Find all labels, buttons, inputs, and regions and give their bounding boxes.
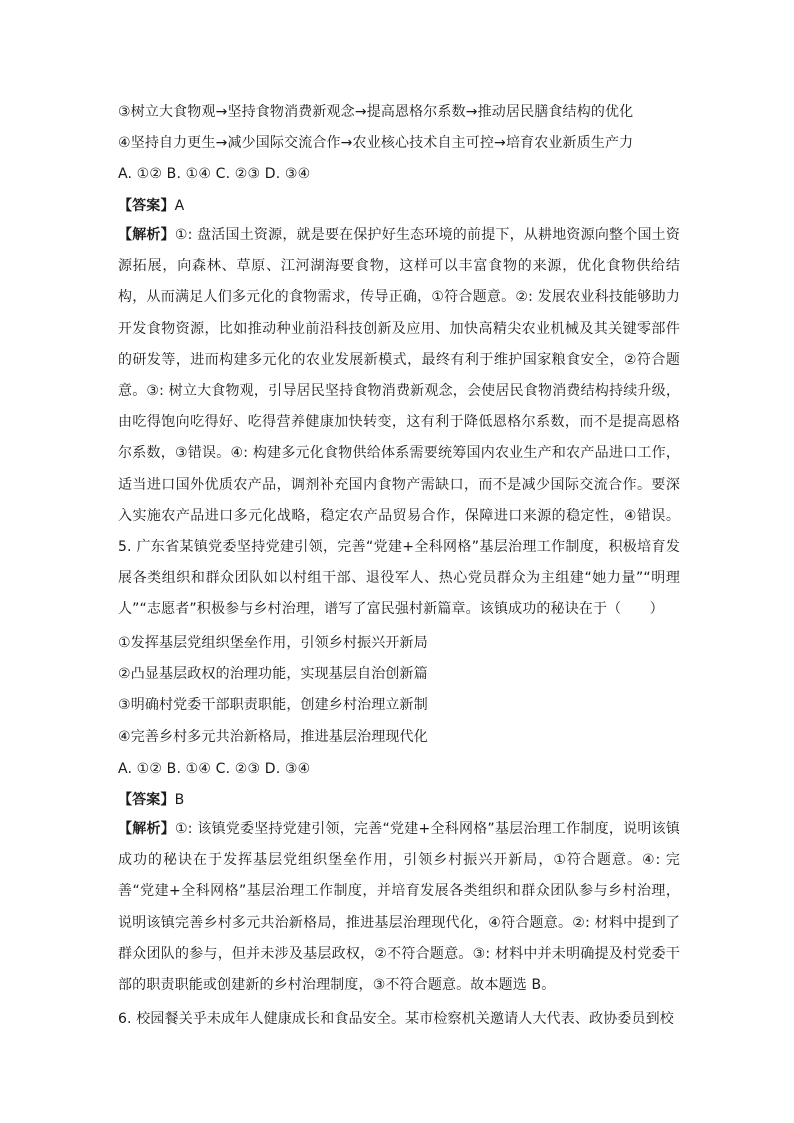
q5-analysis — [118, 814, 680, 1001]
q4-option-3: ③树立大食物观→坚持食物消费新观念→提高恩格尔系数→推动居民膳食结构的优化 — [118, 104, 634, 120]
answer-tag: 【答案】 — [118, 792, 175, 808]
q4-choices: A. ①② B. ①④ C. ②③ D. ③④ — [118, 166, 311, 182]
q5-option-1: ①发挥基层党组织堡垒作用，引领乡村振兴开新局 — [118, 635, 428, 651]
analysis-tag: 【解析】 — [118, 821, 175, 837]
q5-choices: A. ①② B. ①④ C. ②③ D. ③④ — [118, 761, 311, 777]
q5-stem: 5. 广东省某镇党委坚持党建引领，完善“党建+全科网格”基层治理工作制度，积极培育发展各类组织和群众团队如以村组干部、退役军人、热心党员群众为主组建“她力量”“明理人”“志愿者”积极参与乡村治理，谱写了富民强村新篇章。该镇成功的秘诀在于（ ） — [118, 539, 680, 618]
analysis-text: ①: 该镇党委坚持党建引领，完善“党建+全科网格”基层治理工作制度，说明该镇成功的秘诀在于发挥基层党组织堡垒作用，引领乡村振兴开新局，①符合题意。④: 完善“党建+全科网格”基层治理工作制度，并培育发展各类组织和群众团队参与乡村治理，说明该镇完善乡村多元共治新格局，推进基层治理现代化，④符合题意。②: 材料中提到了群众团队的参与，但并未涉及基层政权，②不符合题意。③: 材料中并未明确提及村党委干部的职责职能或创建新的乡村治理制度，③不符合题意。故本题选 B。 — [118, 821, 680, 994]
q5-option-2: ②凸显基层政权的治理功能，实现基层自治创新篇 — [118, 666, 428, 682]
answer-value: B — [174, 792, 185, 808]
q6-stem: 6. 校园餐关乎未成年人健康成长和食品安全。某市检察机关邀请人大代表、政协委员到校 — [118, 1011, 674, 1027]
answer-tag: 【答案】 — [118, 198, 175, 214]
q5-answer — [118, 791, 678, 809]
q4-option-4: ④坚持自力更生→减少国际交流合作→农业核心技术自主可控→培育农业新质生产力 — [118, 135, 634, 151]
answer-value: A — [174, 198, 185, 214]
q5-option-4: ④完善乡村多元共治新格局，推进基层治理现代化 — [118, 729, 428, 745]
q5-option-3: ③明确村党委干部职责职能，创建乡村治理立新制 — [118, 697, 428, 713]
q4-answer — [118, 197, 678, 215]
analysis-text: ①: 盘活国土资源，就是要在保护好生态环境的前提下，从耕地资源向整个国土资源拓展，向森林、草原、江河湖海要食物，这样可以丰富食物的来源，优化食物供给结构，从而满足人们多元化的食物需求，传导正确，①符合题意。②: 发展农业科技能够助力开发食物资源，比如推动种业前沿科技创新及应用、加快高精尖农业机械及其关键零部件的研发等，进而构建多元化的农业发展新模式，最终有利于维护国家粮食安全，②符合题意。③: 树立大食物观，引导居民坚持食物消费新观念，会使居民食物消费结构持续升级，由吃得饱向吃得好、吃得营养健康加快转变，这有利于降低恩格尔系数，而不是提高恩格尔系数，③错误。④: 构建多元化食物供给体系需要统筹国内农业生产和农产品进口工作，适当进口国外优质农产品，调剂补充国内食物产需缺口，而不是减少国际交流合作。要深入实施农产品进口多元化战略，稳定农产品贸易合作，保障进口来源的稳定性，④错误。 — [118, 227, 680, 524]
analysis-tag: 【解析】 — [118, 227, 175, 243]
q4-analysis — [118, 220, 680, 532]
